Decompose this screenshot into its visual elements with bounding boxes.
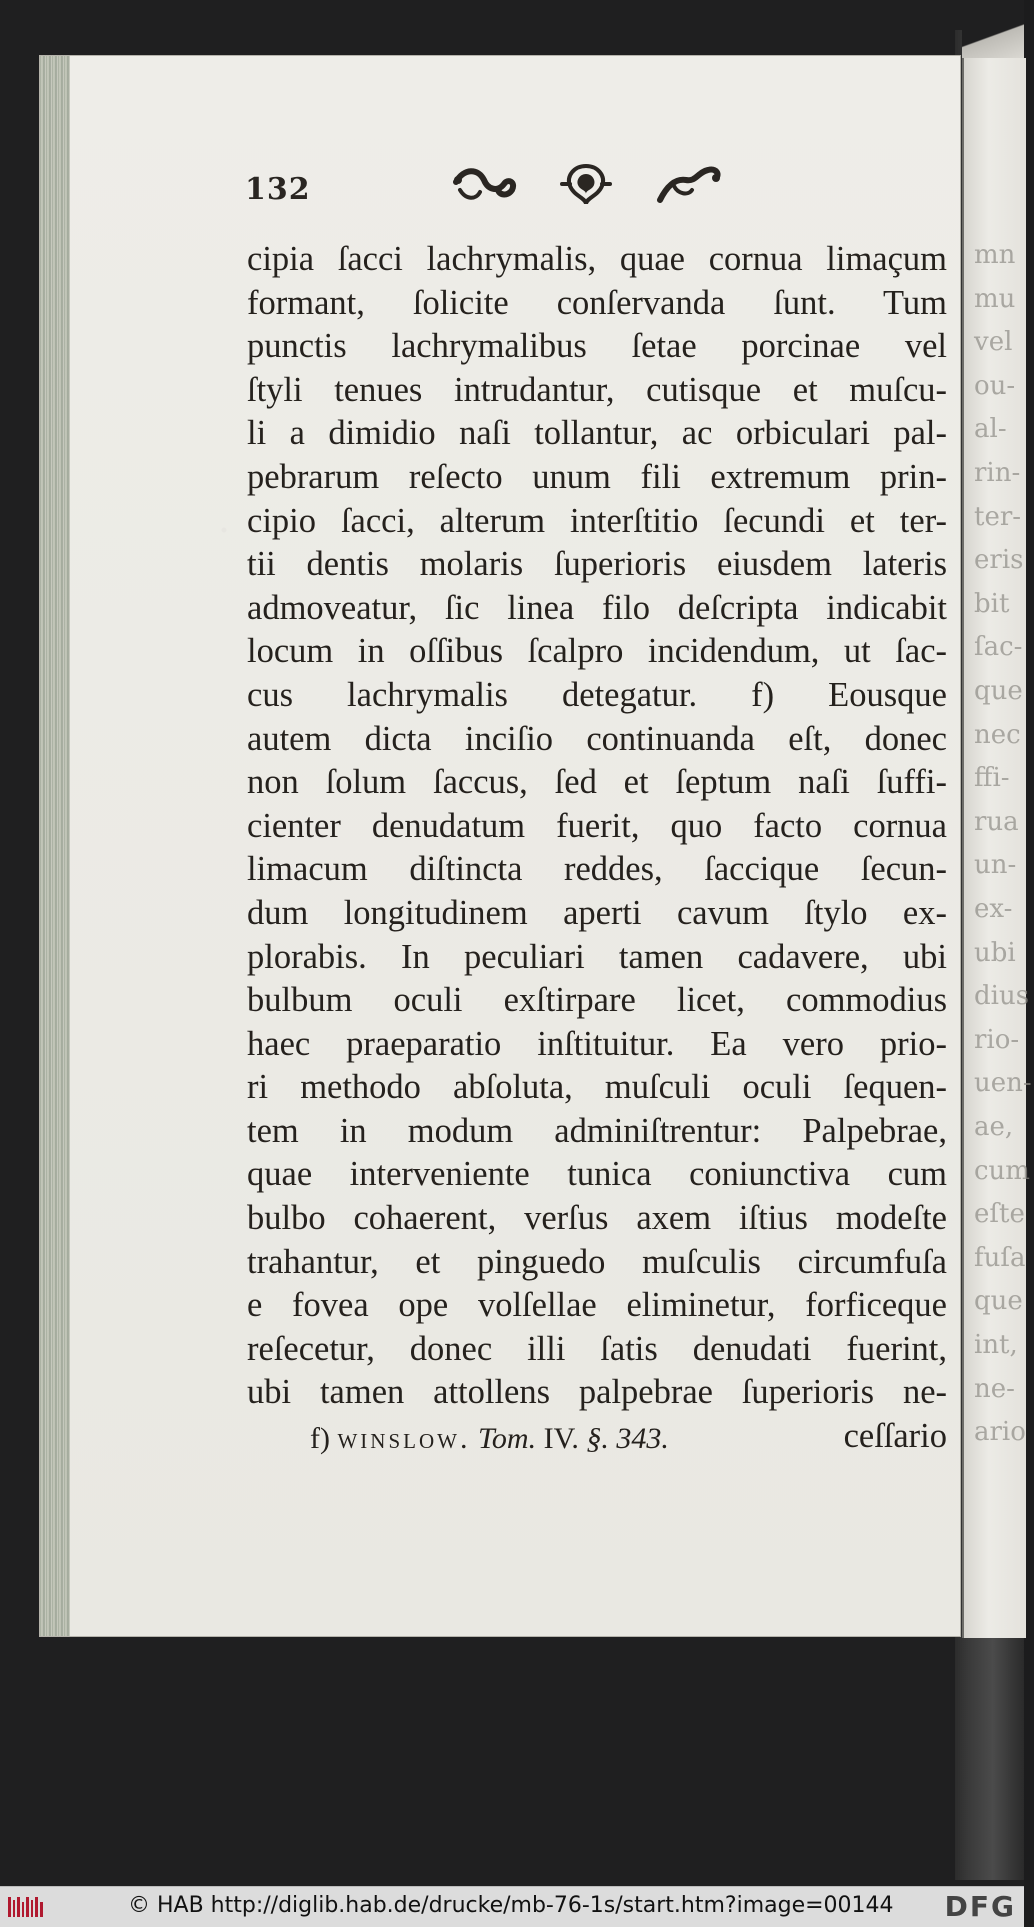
page-fold <box>962 10 1024 60</box>
ornament-left-icon <box>450 160 522 210</box>
ghost-text: ario <box>974 1417 1026 1448</box>
ghost-text: ou- <box>974 370 1016 401</box>
text-line: li a dimidio naſi tollantur, ac orbiculari pal- <box>247 414 947 453</box>
ghost-text: mu <box>974 283 1016 314</box>
hab-logo-icon <box>6 1894 46 1920</box>
footnote-volume: Tom. <box>477 1422 537 1455</box>
ghost-text: al- <box>974 414 1007 445</box>
footnote-section: §. 343. <box>586 1422 669 1455</box>
ghost-text: rio- <box>974 1024 1020 1055</box>
ghost-text: ex- <box>974 894 1013 924</box>
ghost-text: vel <box>974 327 1013 358</box>
ornament-right-icon <box>652 160 724 210</box>
text-line: cipia ſacci lachrymalis, quae cornua limaçum <box>247 240 947 278</box>
text-line: ſtyli tenues intrudantur, cutisque et muſcu- <box>247 370 947 409</box>
ghost-text: nec <box>974 719 1021 750</box>
ghost-text: que <box>974 676 1023 706</box>
ghost-text: eris <box>974 545 1024 576</box>
ghost-text: mn <box>974 240 1016 270</box>
ghost-text: fuſa <box>974 1242 1026 1273</box>
ghost-text: ffi- <box>974 763 1010 794</box>
text-line: pebrarum reſecto unum fili extremum prin- <box>247 457 947 496</box>
text-line: haec praeparatio inſtituitur. Ea vero prio- <box>247 1024 947 1063</box>
text-line: trahantur, et pinguedo muſculis circumfuſa <box>247 1242 947 1281</box>
footer-bar <box>0 1886 1024 1927</box>
next-page-edge <box>962 58 1032 1638</box>
page-number: 132 <box>245 172 311 207</box>
ghost-text: ne- <box>974 1373 1015 1404</box>
text-line: cienter denudatum fuerit, quo facto cornua <box>247 806 947 845</box>
text-line: ri methodo abſoluta, muſculi oculi ſequen- <box>247 1068 947 1107</box>
ghost-text: ſac- <box>974 632 1023 663</box>
ghost-text: eſte <box>974 1199 1025 1230</box>
footnote-author: winslow. <box>337 1422 471 1455</box>
text-line: non ſolum ſaccus, ſed et ſeptum naſi ſuffi- <box>247 763 947 802</box>
footnote-marker: f) <box>310 1422 330 1455</box>
copyright-link[interactable]: © HAB http://diglib.hab.de/drucke/mb-76-1s/start.htm?image=00144 <box>128 1893 894 1918</box>
text-line: reſecetur, donec illi ſatis denudati fuerint, <box>247 1329 947 1368</box>
text-line: cus lachrymalis detegatur. f) Eousque <box>247 675 947 714</box>
text-line: plorabis. In peculiari tamen cadavere, ubi <box>247 937 947 976</box>
ghost-text: cum <box>974 1155 1030 1186</box>
text-line: tii dentis molaris ſuperioris eiusdem lateris <box>247 545 947 584</box>
text-line: ubi tamen attollens palpebrae ſuperioris ne- <box>247 1373 947 1412</box>
text-line: e fovea ope volſellae eliminetur, forficeque <box>247 1286 947 1325</box>
ghost-text: int, <box>974 1330 1018 1360</box>
ghost-text: ubi <box>974 937 1016 968</box>
text-line: cipio ſacci, alterum interſtitio ſecundi et ter- <box>247 501 947 540</box>
ghost-text: ter- <box>974 501 1022 532</box>
text-line: locum in oſſibus ſcalpro incidendum, ut ſac- <box>247 632 947 671</box>
body-text <box>247 238 947 1459</box>
text-line: punctis lachrymalibus ſetae porcinae vel <box>247 327 947 366</box>
text-line: bulbo cohaerent, verſus axem iſtius modeſte <box>247 1199 947 1238</box>
text-line: autem dicta inciſio continuanda eſt, donec <box>247 719 947 758</box>
text-line: admoveatur, ſic linea filo deſcripta indicabit <box>247 588 947 627</box>
dfg-logo: DFG <box>944 1890 1016 1923</box>
text-line: formant, ſolicite conſervanda ſunt. Tum <box>247 283 947 322</box>
ghost-text: rua <box>974 806 1019 837</box>
ghost-text: dius <box>974 981 1030 1012</box>
ghost-text: que <box>974 1286 1023 1317</box>
text-line: dum longitudinem aperti cavum ſtylo ex- <box>247 893 947 932</box>
ghost-text: bit <box>974 588 1010 619</box>
ghost-text: un- <box>974 850 1017 881</box>
text-line: quae interveniente tunica coniunctiva cum <box>247 1155 947 1194</box>
ghost-text: ae, <box>974 1112 1014 1142</box>
text-line: bulbum oculi exſtirpare licet, commodius <box>247 981 947 1020</box>
page-gutter <box>40 56 70 1636</box>
ghost-text: uen- <box>974 1068 1032 1099</box>
text-line: ceſſario <box>843 1417 947 1456</box>
footnote-volume-number: IV. <box>543 1422 579 1455</box>
text-line: limacum diſtincta reddes, ſaccique ſecun- <box>247 850 947 889</box>
text-line: tem in modum adminiſtrentur: Palpebrae, <box>247 1111 947 1150</box>
footnote <box>310 1422 669 1456</box>
ornament-center-icon <box>558 160 614 210</box>
ghost-text: rin- <box>974 458 1021 488</box>
